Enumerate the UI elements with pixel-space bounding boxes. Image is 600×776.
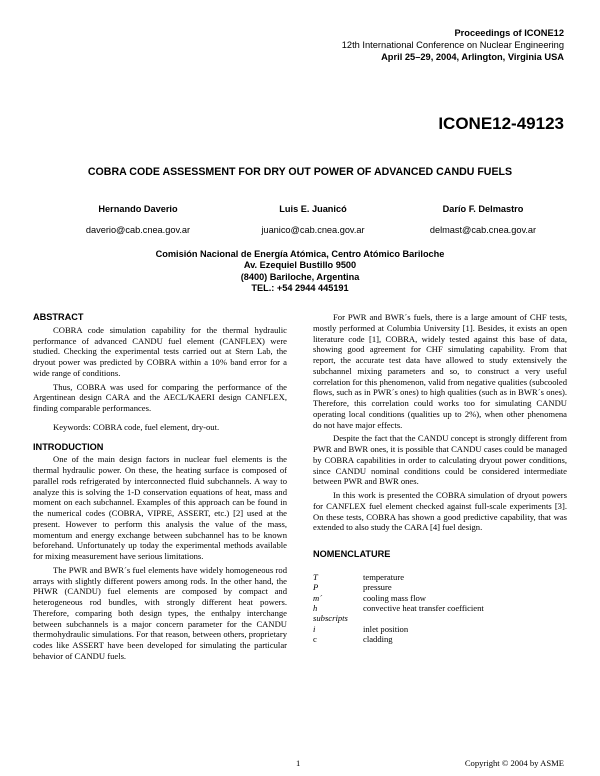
author-email: juanico@cab.cnea.gov.ar	[261, 225, 365, 235]
affiliation-phone: TEL.: +54 2944 445191	[251, 282, 349, 293]
nomenclature-definition: temperature	[363, 571, 405, 582]
introduction-heading: INTRODUCTION	[33, 441, 104, 452]
introduction-paragraph: The PWR and BWR´s fuel elements have widely homogeneous rod arrays with slightly different powers among rods. In the other hand, the PHWR (CANDU) fuel elements are composed by compact and heterogeneous rod bundles, with strongly different heat powers. Therefore, comparing both design types, the enthalpy interchange between subchannels is a major concern parameter for the CANDU thermohydraulic simulations. For that reason, between others, proprietary codes like ASSERT have been developed for simulating the particular behavior of CANDU fuels.	[33, 564, 287, 661]
nomenclature-list	[313, 572, 567, 645]
affiliation-city: (8400) Bariloche, Argentina	[240, 271, 360, 282]
left-column	[33, 312, 287, 662]
abstract-heading: ABSTRACT	[33, 312, 84, 322]
nomenclature-symbol: h	[313, 602, 318, 613]
affiliation-institution: Comisión Nacional de Energía Atómica, Centro Atómico Bariloche	[155, 249, 445, 259]
nomenclature-symbol: i	[313, 623, 316, 634]
subscripts-label: subscripts	[313, 613, 348, 624]
nomenclature-row	[313, 624, 567, 634]
paper-id: ICONE12-49123	[438, 114, 564, 133]
affiliation	[0, 249, 600, 294]
body-paragraph: Despite the fact that the CANDU concept is strongly different from PWR and BWR ones, it is possible that CANDU cases could be managed by COBRA capabilities in order to calculating dryout power conditions, since CANDU nominal conditions could be considered intermediate between PWR and BWR ones.	[313, 433, 567, 487]
author-3	[398, 204, 568, 235]
affiliation-street: Av. Ezequiel Bustillo 9500	[243, 260, 357, 271]
nomenclature-row	[313, 603, 567, 613]
paper-title: COBRA CODE ASSESSMENT FOR DRY OUT POWER OF ADVANCED CANDU FUELS	[87, 166, 513, 178]
nomenclature-row	[313, 582, 567, 592]
proceedings-title: Proceedings of ICONE12	[454, 28, 564, 38]
nomenclature-symbol: c	[313, 634, 317, 645]
body-paragraph: For PWR and BWR´s fuels, there is a large amount of CHF tests, mostly performed at Columbia University [1]. Besides, it exists an open literature code [1], COBRA, widely tested against this base of data, showing good agreement for CHF simulating capability. From that report, the accurate test data have allowed to study extensively the subchannel mixing parameters and so, to construct a very useful correlation for this phenomenon, valid from negative qualities (subcooled flows, such as in PWR´s ones) to high qualities (such as in BWR´s ones). Therefore, this correlation could works too for simulating CANDU operating local conditions (qualities up to 2%), when other phenomena do not have major effects.	[313, 312, 567, 430]
body-paragraph: In this work is presented the COBRA simulation of dryout powers for CANFLEX fuel element checked against full-scale experiments [3]. On these tests, COBRA has shown a good predictive capability, that was extended to also study the CARA [4] fuel design.	[313, 490, 567, 533]
right-column	[313, 312, 567, 645]
conference-name: 12th International Conference on Nuclear Engineering	[341, 40, 564, 50]
nomenclature-row	[313, 572, 567, 582]
nomenclature-definition: cladding	[363, 634, 393, 645]
nomenclature-symbol: T	[313, 571, 318, 582]
author-name: Darío F. Delmastro	[442, 204, 524, 214]
nomenclature-symbol: P	[313, 582, 319, 593]
copyright-notice: Copyright © 2004 by ASME	[464, 758, 564, 768]
author-name: Hernando Daverio	[98, 204, 178, 214]
nomenclature-definition: inlet position	[363, 623, 409, 634]
author-2	[238, 204, 388, 235]
nomenclature-definition: cooling mass flow	[363, 592, 427, 603]
author-1	[58, 204, 218, 235]
proceedings-header	[342, 27, 564, 63]
nomenclature-definition: pressure	[363, 582, 392, 593]
abstract-paragraph: Thus, COBRA was used for comparing the performance of the Argentinean design CARA and the AECL/KAERI design CANFLEX, finding comparable performances.	[33, 381, 287, 413]
author-email: delmast@cab.cnea.gov.ar	[429, 225, 537, 235]
nomenclature-row	[313, 634, 567, 644]
conference-date-location: April 25–29, 2004, Arlington, Virginia USA	[381, 52, 564, 62]
nomenclature-heading: NOMENCLATURE	[313, 549, 391, 559]
keywords: Keywords: COBRA code, fuel element, dry-out.	[53, 421, 220, 432]
nomenclature-symbol: m´	[313, 592, 323, 603]
nomenclature-definition: convective heat transfer coefficient	[363, 602, 484, 613]
author-email: daverio@cab.cnea.gov.ar	[85, 225, 191, 235]
introduction-paragraph: One of the main design factors in nuclear fuel elements is the thermal hydraulic power. On these, the heating surface is composed of parallel rods refrigerated by interconnected fluid subchannels. A way to analyze this is solving the 1-D conservation equations of heat, mass and moment on each subchannel. Examples of this approach can be found in the numerical codes (COBRA, VIPRE, ASSERT, etc.) [2] used at the present. However to perform this analysis the value of the mass, momentum and energy exchange between subchannel has to be known beforehand. Unfortunately up today the experimental methods available for mixing measurement have serious limitations.	[33, 454, 287, 561]
author-name: Luis E. Juanicó	[279, 204, 347, 214]
subscripts-label-row	[313, 613, 567, 623]
nomenclature-row	[313, 593, 567, 603]
abstract-paragraph: COBRA code simulation capability for the thermal hydraulic performance of advanced CANDU fuel element (CANFLEX) were studied. Checking the experimental tests carried out at Stern Lab, the dryout power was predicted by COBRA within a 10% band error for a wide range of conditions.	[33, 324, 287, 378]
page-number: 1	[296, 758, 301, 768]
